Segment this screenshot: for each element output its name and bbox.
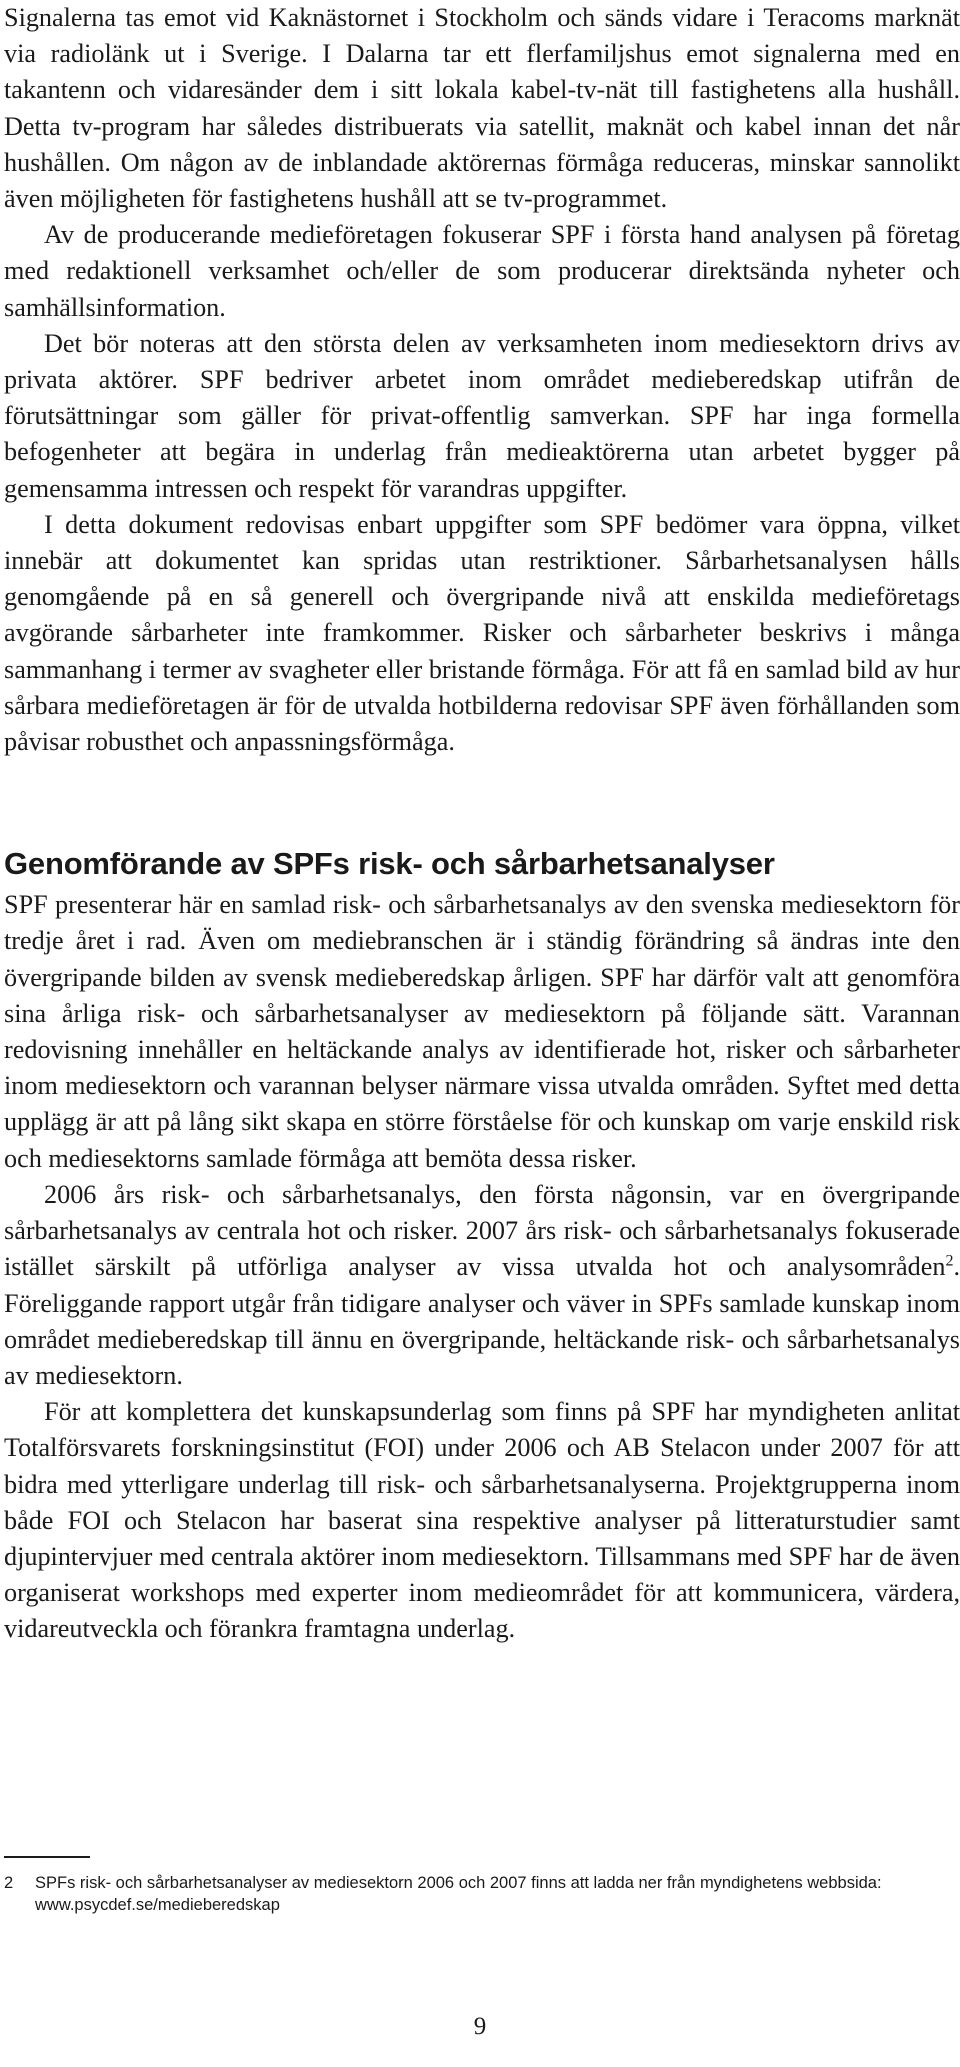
footnote-reference[interactable]: 2 (945, 1252, 954, 1270)
page-body (4, 0, 960, 1648)
footnote-divider (4, 1856, 90, 1858)
paragraph-private-actors: Det bör noteras att den största delen av verksamheten inom mediesektorn drivs av privata aktörer. SPF bedriver arbetet inom området medieberedskap utifrån de förutsättningar som gäller för privat-offentlig samverkan. SPF har inga formella befogenheter att begära in underlag från medieaktörerna utan arbetet bygger på gemensamma intressen och respekt för varandras uppgifter. (4, 328, 960, 503)
previous-analyses-text: 2006 års risk- och sårbarhetsanalys, den första någonsin, var en övergripande sårbarhetsanalys av centrala hot och risker. 2007 års risk- och sårbarhetsanalys fokuserade istället särskilt på utförliga analyser av vissa utvalda hot och analysområden (4, 1179, 960, 1282)
paragraph-foi-stelacon: För att komplettera det kunskapsunderlag som finns på SPF har myndigheten anlitat Totalförsvarets forskningsinstitut (FOI) under 2006 och AB Stelacon under 2007 för att bidra med ytterligare underlag till risk- och sårbarhetsanalyserna. Projektgrupperna inom både FOI och Stelacon har baserat sina respektive analyser på litteraturstudier samt djupintervjuer med centrala aktörer inom mediesektorn. Tillsammans med SPF har de även organiserat workshops med experter inom medieområdet för att kommunicera, värdera, vidareutveckla och förankra framtagna underlag. (4, 1397, 960, 1644)
paragraph-method-overview: SPF presenterar här en samlad risk- och sårbarhetsanalys av den svenska mediesektorn för tredje året i rad. Även om mediebranschen är i ständig förändring så ändras inte den övergripande bilden av svensk medieberedskap årligen. SPF har därför valt att genomföra sina årliga risk- och sårbarhetsanalyser av mediesektorn på följande sätt. Varannan redovisning innehåller en heltäckande analys av identifierade hot, risker och sårbarheter inom mediesektorn och varannan belyser närmare vissa utvalda områden. Syftet med detta upplägg är att på lång sikt skapa en större förståelse för och kunskap om varje enskild risk och mediesektorns samlade förmåga att bemöta dessa risker. (4, 890, 960, 1173)
paragraph-producing-companies: Av de producerande medieföretagen fokuserar SPF i första hand analysen på företag med redaktionell verksamhet och/eller de som producerar direktsända nyheter och samhällsinformation. (4, 220, 960, 322)
footnote (4, 1872, 944, 1916)
footnote-number: 2 (4, 1874, 14, 1892)
page-number: 9 (473, 2013, 487, 2040)
section-heading: Genomförande av SPFs risk- och sårbarhetsanalyser (4, 846, 775, 882)
footnote-text: SPFs risk- och sårbarhetsanalyser av mediesektorn 2006 och 2007 finns att ladda ner från myndighetens webbsida: www.psycdef.se/medieberedskap (35, 1874, 882, 1914)
previous-analyses-text-cont: . Föreliggande rapport utgår från tidigare analyser och väver in SPFs samlade kunskap inom området medieberedskap till ännu en övergripande, heltäckande risk- och sårbarhetsanalys av mediesektorn. (4, 1252, 960, 1390)
paragraph-document-openness: I detta dokument redovisas enbart uppgifter som SPF bedömer vara öppna, vilket innebär att dokumentet kan spridas utan restriktioner. Sårbarhetsanalysen hålls genomgående på en så generell och övergripande nivå att enskilda medieföretags avgörande sårbarheter inte framkommer. Risker och sårbarheter beskrivs i många sammanhang i termer av svagheter eller bristande förmåga. För att få en samlad bild av hur sårbara medieföretagen är för de utvalda hotbilderna redovisar SPF även förhållanden som påvisar robusthet och anpassningsförmåga. (4, 509, 960, 757)
paragraph-previous-analyses (4, 1177, 960, 1394)
paragraph-distribution-example: Signalerna tas emot vid Kaknästornet i Stockholm och sänds vidare i Teracoms marknät via radiolänk ut i Sverige. I Dalarna tar ett flerfamiljshus emot signalerna med en takantenn och vidaresänder dem i sitt lokala kabel-tv-nät till fastighetens alla hushåll. Detta tv-program har således distribuerats via satellit, maknät och kabel innan det når hushållen. Om någon av de inblandade aktörernas förmåga reduceras, minskar sannolikt även möjligheten för fastighetens hushåll att se tv-programmet. (4, 3, 960, 214)
